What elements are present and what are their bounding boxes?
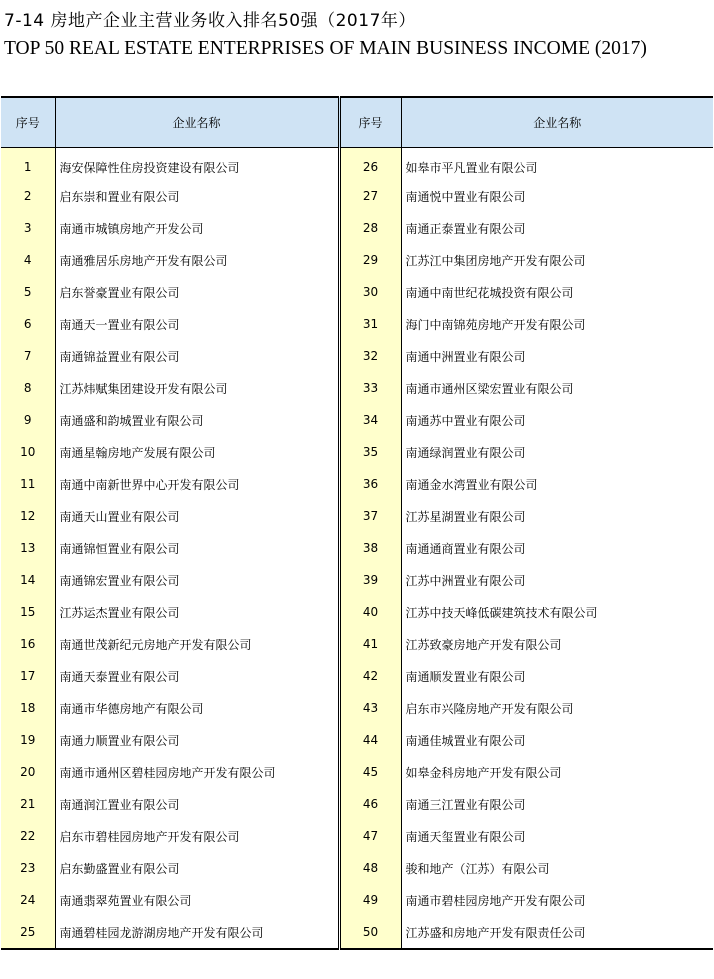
company-name: 南通锦恒置业有限公司 (55, 532, 339, 564)
table-row (1, 308, 713, 340)
company-name: 江苏中技天峰低碳建筑技术有限公司 (405, 605, 598, 620)
ranking-table (1, 96, 713, 950)
company-name: 南通正泰置业有限公司 (405, 221, 526, 236)
company-name: 南通绿润置业有限公司 (405, 445, 526, 460)
company-name: 海安保障性住房投资建设有限公司 (55, 148, 339, 181)
page-title-english: TOP 50 REAL ESTATE ENTERPRISES OF MAIN BUSINESS INCOME (2017) (4, 38, 647, 59)
rank-number: 39 (339, 564, 401, 596)
name-header-right: 企业名称 (401, 97, 713, 148)
table-row (1, 564, 713, 596)
company-name: 南通盛和韵城置业有限公司 (55, 404, 339, 436)
table-row (1, 372, 713, 404)
company-name: 南通佳城置业有限公司 (405, 733, 526, 748)
company-name: 南通市通州区碧桂园房地产开发有限公司 (55, 756, 339, 788)
table-row (1, 244, 713, 276)
company-name: 南通锦益置业有限公司 (55, 340, 339, 372)
company-name: 启东市碧桂园房地产开发有限公司 (55, 820, 339, 852)
rank-number: 35 (339, 436, 401, 468)
table-row (1, 436, 713, 468)
table-row (1, 852, 713, 884)
rank-number: 48 (339, 852, 401, 884)
rank-number: 26 (339, 148, 401, 181)
company-name: 南通市通州区梁宏置业有限公司 (405, 381, 574, 396)
table-row (1, 212, 713, 244)
table-row (1, 180, 713, 212)
company-name: 江苏星湖置业有限公司 (405, 509, 526, 524)
rank-number: 33 (339, 372, 401, 404)
rank-number: 25 (1, 916, 55, 949)
company-name: 南通苏中置业有限公司 (405, 413, 526, 428)
rank-number: 30 (339, 276, 401, 308)
company-name: 南通星翰房地产发展有限公司 (55, 436, 339, 468)
table-row (1, 340, 713, 372)
rank-number: 20 (1, 756, 55, 788)
company-name: 骏和地产（江苏）有限公司 (405, 861, 550, 876)
rank-number: 19 (1, 724, 55, 756)
rank-number: 3 (1, 212, 55, 244)
company-name: 南通悦中置业有限公司 (405, 189, 526, 204)
company-name: 南通天玺置业有限公司 (405, 829, 526, 844)
rank-number: 18 (1, 692, 55, 724)
rank-number: 41 (339, 628, 401, 660)
rank-number: 8 (1, 372, 55, 404)
index-header-left: 序号 (1, 97, 55, 148)
company-name: 南通通商置业有限公司 (405, 541, 526, 556)
company-name: 南通雅居乐房地产开发有限公司 (55, 244, 339, 276)
table-row (1, 820, 713, 852)
company-name: 江苏致豪房地产开发有限公司 (405, 637, 562, 652)
rank-number: 36 (339, 468, 401, 500)
table-row (1, 884, 713, 916)
company-name: 南通碧桂园龙游湖房地产开发有限公司 (55, 916, 339, 949)
company-name: 南通中南新世界中心开发有限公司 (55, 468, 339, 500)
rank-number: 17 (1, 660, 55, 692)
table-row (1, 660, 713, 692)
company-name: 启东誉豪置业有限公司 (55, 276, 339, 308)
company-name: 南通三江置业有限公司 (405, 797, 526, 812)
rank-number: 31 (339, 308, 401, 340)
rank-number: 12 (1, 500, 55, 532)
company-name: 南通市碧桂园房地产开发有限公司 (405, 893, 586, 908)
rank-number: 38 (339, 532, 401, 564)
rank-number: 16 (1, 628, 55, 660)
table-header-row (1, 97, 713, 148)
rank-number: 32 (339, 340, 401, 372)
index-header-right: 序号 (339, 97, 401, 148)
rank-number: 23 (1, 852, 55, 884)
rank-number: 50 (339, 916, 401, 949)
company-name: 如皋市平凡置业有限公司 (405, 160, 538, 175)
company-name: 南通天泰置业有限公司 (55, 660, 339, 692)
table-row (1, 404, 713, 436)
rank-number: 6 (1, 308, 55, 340)
company-name: 南通锦宏置业有限公司 (55, 564, 339, 596)
company-name: 南通润江置业有限公司 (55, 788, 339, 820)
company-name: 南通金水湾置业有限公司 (405, 477, 538, 492)
company-name: 南通翡翠苑置业有限公司 (55, 884, 339, 916)
company-name: 南通力顺置业有限公司 (55, 724, 339, 756)
rank-number: 37 (339, 500, 401, 532)
rank-number: 47 (339, 820, 401, 852)
company-name: 南通顺发置业有限公司 (405, 669, 526, 684)
rank-number: 1 (1, 148, 55, 181)
table-row (1, 756, 713, 788)
company-name: 南通市城镇房地产开发公司 (55, 212, 339, 244)
rank-number: 49 (339, 884, 401, 916)
table-row (1, 532, 713, 564)
company-name: 海门中南锦苑房地产开发有限公司 (405, 317, 586, 332)
company-name: 南通世茂新纪元房地产开发有限公司 (55, 628, 339, 660)
table-row (1, 148, 713, 181)
company-name: 南通中南世纪花城投资有限公司 (405, 285, 574, 300)
company-name: 南通天山置业有限公司 (55, 500, 339, 532)
table-row (1, 692, 713, 724)
rank-number: 22 (1, 820, 55, 852)
company-name: 江苏江中集团房地产开发有限公司 (405, 253, 586, 268)
rank-number: 45 (339, 756, 401, 788)
rank-number: 40 (339, 596, 401, 628)
rank-number: 46 (339, 788, 401, 820)
company-name: 江苏中洲置业有限公司 (405, 573, 526, 588)
company-name: 江苏运杰置业有限公司 (55, 596, 339, 628)
rank-number: 29 (339, 244, 401, 276)
rank-number: 24 (1, 884, 55, 916)
rank-number: 4 (1, 244, 55, 276)
rank-number: 2 (1, 180, 55, 212)
rank-number: 43 (339, 692, 401, 724)
table-row (1, 500, 713, 532)
rank-number: 9 (1, 404, 55, 436)
page-title-chinese: 7-14 房地产企业主营业务收入排名50强（2017年） (4, 11, 416, 31)
company-name: 如皋金科房地产开发有限公司 (405, 765, 562, 780)
table-body (1, 148, 713, 950)
rank-number: 42 (339, 660, 401, 692)
rank-number: 13 (1, 532, 55, 564)
company-name: 江苏炜赋集团建设开发有限公司 (55, 372, 339, 404)
table-row (1, 788, 713, 820)
company-name: 启东崇和置业有限公司 (55, 180, 339, 212)
rank-number: 5 (1, 276, 55, 308)
rank-number: 10 (1, 436, 55, 468)
company-name: 南通中洲置业有限公司 (405, 349, 526, 364)
company-name: 启东勤盛置业有限公司 (55, 852, 339, 884)
rank-number: 15 (1, 596, 55, 628)
company-name: 启东市兴隆房地产开发有限公司 (405, 701, 574, 716)
company-name: 南通天一置业有限公司 (55, 308, 339, 340)
rank-number: 11 (1, 468, 55, 500)
table-row (1, 628, 713, 660)
table-row (1, 276, 713, 308)
rank-number: 28 (339, 212, 401, 244)
rank-number: 14 (1, 564, 55, 596)
table-row (1, 724, 713, 756)
company-name: 江苏盛和房地产开发有限责任公司 (405, 925, 586, 940)
table-row (1, 916, 713, 949)
table-row (1, 468, 713, 500)
rank-number: 34 (339, 404, 401, 436)
rank-number: 27 (339, 180, 401, 212)
name-header-left: 企业名称 (55, 97, 339, 148)
rank-number: 21 (1, 788, 55, 820)
rank-number: 44 (339, 724, 401, 756)
rank-number: 7 (1, 340, 55, 372)
table-row (1, 596, 713, 628)
company-name: 南通市华德房地产有限公司 (55, 692, 339, 724)
